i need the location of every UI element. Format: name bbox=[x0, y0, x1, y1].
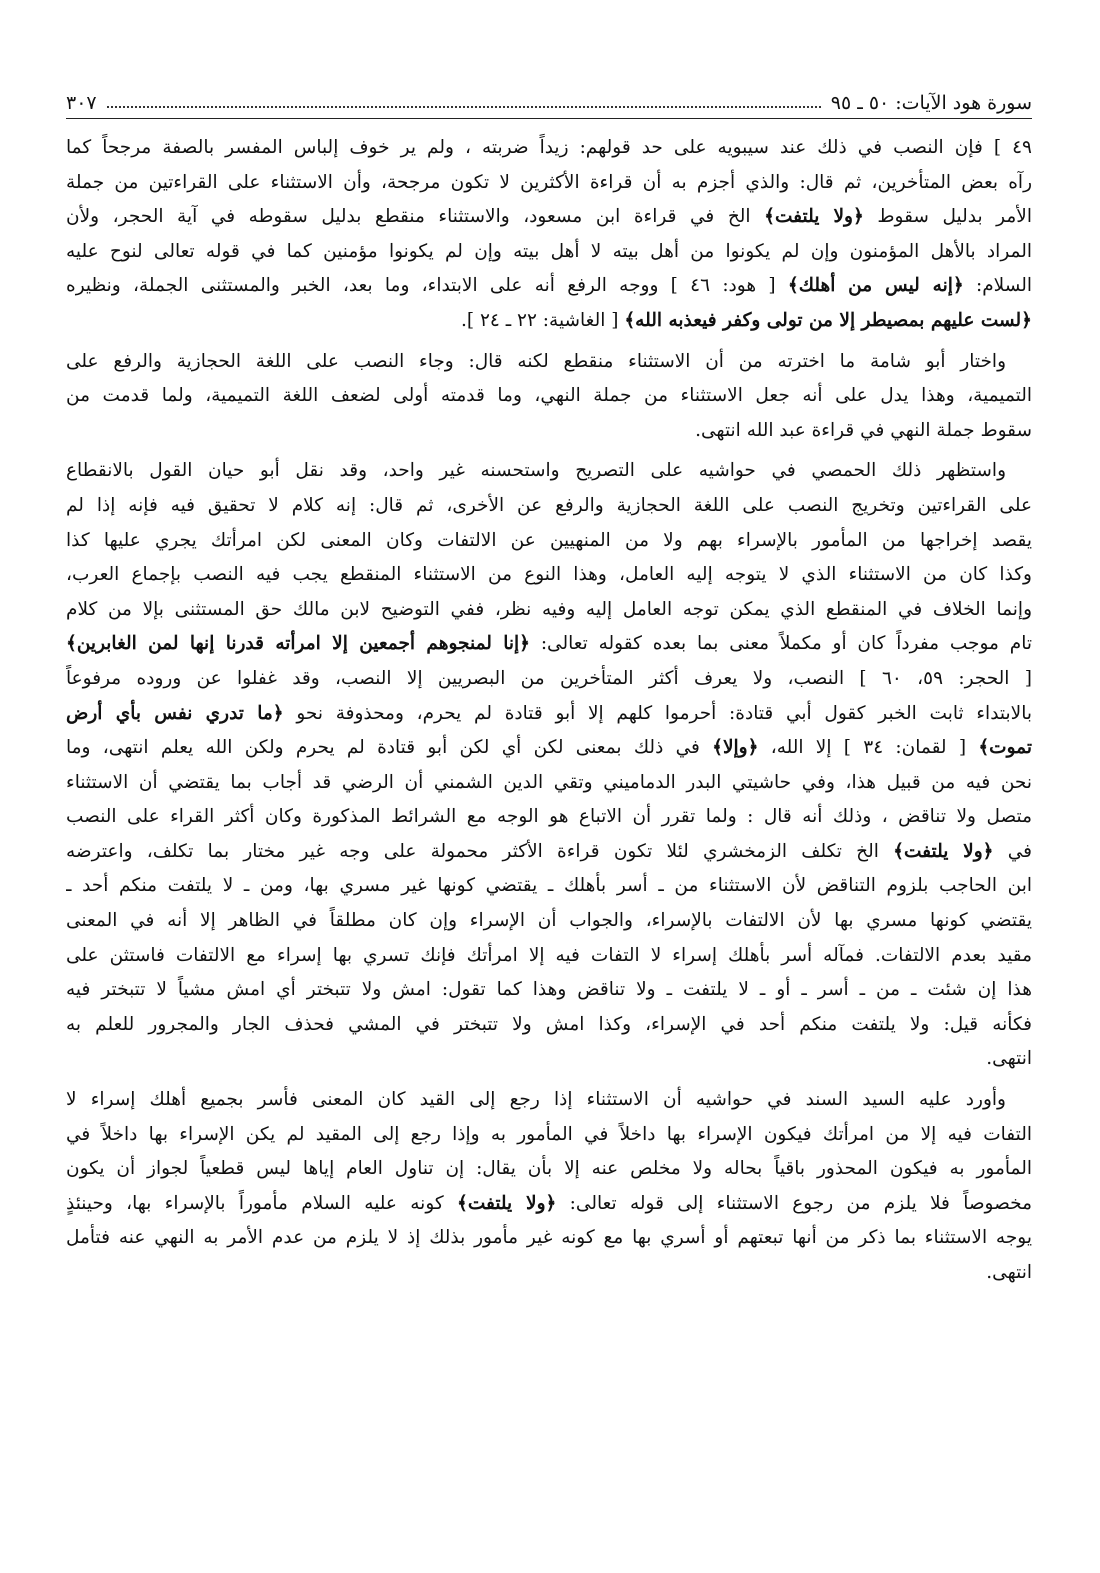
paragraph bbox=[66, 454, 1032, 1077]
text-line: الأمر بدليل سقوط ﴿ولا يلتفت﴾ الخ في قراءة ابن مسعود، والاستثناء منقطع بدليل سقوطه في آية الحجر، ولأن bbox=[66, 206, 1032, 228]
paragraph bbox=[66, 1083, 1032, 1291]
quran-quote: ﴿ولا يلتفت﴾ bbox=[893, 840, 994, 862]
text-line: ٤٩ ] فإن النصب في ذلك عند سيبويه على حد قولهم: زيداً ضربته ، ولم ير خوف إلباس المفسر بالصفة مرجحاً كما bbox=[66, 137, 1032, 158]
text-line: مقيد بعدم الالتفات. فمآله أسر بأهلك إسراء لا التفات فيه إلا امرأتك فإنك تسري بها إسراء مع الالتفات فاستثن على bbox=[66, 944, 1032, 966]
text-line: المراد بالأهل المؤمنون وإن لم يكونوا من أهل بيته لا أهل بيته وإن لم يكونوا مؤمنين كما في قوله تعالى لنوح عليه bbox=[66, 240, 1032, 262]
quran-quote: تموت﴾ bbox=[978, 737, 1032, 759]
text-line: في ﴿ولا يلتفت﴾ الخ تكلف الزمخشري لئلا تكون قراءة الأكثر محمولة على وجه غير مختار بما تكلف، واعترضه bbox=[66, 840, 1032, 862]
page-number: ٣٠٧ bbox=[66, 92, 97, 114]
text-line: ﴿لست عليهم بمصيطر إلا من تولى وكفر فيعذبه الله﴾ [ الغاشية: ٢٢ ـ ٢٤ ]. bbox=[460, 309, 1032, 331]
text-line: يقصد إخراجها من المأمور بالإسراء بهم ولا من المنهيين عن الالتفات وكان المعنى لكن امرأتك يجري عليها كذا bbox=[66, 529, 1032, 551]
quran-quote: ﴿ولا يلتفت﴾ bbox=[764, 206, 864, 228]
text-line: يقتضي كونها مسري بها لأن الالتفات بالإسراء، والجواب أن الإسراء وإن كان مطلقاً في الظاهر إلا أنه في المعنى bbox=[66, 910, 1032, 932]
text-line: تام موجب مفرداً كان أو مكملاً معنى بما بعده كقوله تعالى: ﴿إنا لمنجوهم أجمعين إلا امرأته قدرنا إنها لمن الغابرين﴾ bbox=[66, 633, 1032, 655]
quran-quote: ﴿وإلا﴾ bbox=[712, 737, 759, 759]
paragraph bbox=[66, 345, 1032, 449]
text-line: [ الحجر: ٥٩، ٦٠ ] النصب، ولا يعرف أكثر المتأخرين من البصريين إلا النصب، وقد غفلوا عن وروده مرفوعاً bbox=[66, 667, 1032, 689]
quran-quote: ﴿ما تدري نفس بأي أرض bbox=[66, 702, 284, 724]
text-line: مخصوصاً فلا يلزم من رجوع الاستثناء إلى قوله تعالى: ﴿ولا يلتفت﴾ كونه عليه السلام مأموراً بالإسراء بها، وحينئذٍ bbox=[66, 1192, 1032, 1214]
quran-quote: ﴿ولا يلتفت﴾ bbox=[456, 1192, 557, 1214]
text-line: تموت﴾ [ لقمان: ٣٤ ] إلا الله، ﴿وإلا﴾ في ذلك بمعنى لكن أي لكن أبو قتادة لم يحرم ولكن الله يعلم انتهى، وما bbox=[66, 737, 1032, 759]
text-line: فكأنه قيل: ولا يلتفت منكم أحد في الإسراء، وكذا امش ولا تتبختر في المشي فحذف الجار والمجرور للعلم به bbox=[66, 1013, 1032, 1035]
body-text bbox=[66, 131, 1032, 1291]
text-line: انتهى. bbox=[986, 1048, 1032, 1070]
text-line: وإنما الخلاف في المنقطع الذي يمكن توجه العامل إليه وفيه نظر، ففي التوضيح لابن مالك حق المستثنى بإلا من كلام bbox=[66, 598, 1032, 620]
text-line: انتهى. bbox=[986, 1262, 1032, 1283]
text-line: ابن الحاجب بلزوم التناقض لأن الاستثناء من ـ أسر بأهلك ـ يقتضي كونها غير مسري بها، ومن ـ لا يلتفت منكم أحد ـ bbox=[66, 875, 1032, 897]
text-line: واستظهر ذلك الحمصي في حواشيه على التصريح واستحسنه غير واحد، وقد نقل أبو حيان القول بالانقطاع bbox=[66, 460, 1006, 482]
text-line: هذا إن شئت ـ من ـ أسر ـ أو ـ لا يلتفت ـ ولا تناقض وهذا كما تقول: امش ولا تتبختر أي امش مشياً لا تتبختر فيه bbox=[66, 979, 1032, 1001]
text-line: التميمية، وهذا يدل على أنه جعل الاستثناء من جملة النهي، وما قدمته أولى لضعف اللغة التميمية، ولما قدمت من bbox=[66, 385, 1032, 407]
text-line: على القراءتين وتخريج النصب على اللغة الحجازية والرفع عن الأخرى، ثم قال: إنه كلام لا تحقيق فيه فإنه إذا لم bbox=[66, 494, 1032, 516]
quran-quote: ﴿لست عليهم بمصيطر إلا من تولى وكفر فيعذبه الله﴾ bbox=[624, 309, 1032, 331]
running-header bbox=[66, 84, 1032, 119]
text-line: وأورد عليه السيد السند في حواشيه أن الاستثناء إذا رجع إلى القيد كان المعنى فأسر بجميع أهلك إسراء لا bbox=[66, 1089, 1006, 1111]
text-line: التفات فيه إلا من امرأتك فيكون الإسراء بها داخلاً في المأمور به وإذا رجع إلى المقيد لم يكن الإسراء بها داخلاً في bbox=[66, 1123, 1032, 1145]
quran-quote: ﴿إنه ليس من أهلك﴾ bbox=[787, 275, 964, 297]
text-line: سقوط جملة النهي في قراءة عبد الله انتهى. bbox=[695, 419, 1032, 441]
paragraph bbox=[66, 131, 1032, 339]
text-line: بالابتداء ثابت الخبر كقول أبي قتادة: أحرموا كلهم إلا أبو قتادة لم يحرم، ومحذوفة نحو ﴿ما تدري نفس بأي أرض bbox=[66, 702, 1032, 724]
dot-leader bbox=[107, 106, 821, 108]
text-line: رآه بعض المتأخرين، ثم قال: والذي أجزم به أن قراءة الأكثرين لا تكون مرجحة، وأن الاستثناء على القراءتين من جملة bbox=[66, 171, 1032, 193]
header-title: سورة هود الآيات: ٥٠ ـ ٩٥ bbox=[830, 92, 1032, 114]
quran-quote: ﴿إنا لمنجوهم أجمعين إلا امرأته قدرنا إنها لمن الغابرين﴾ bbox=[66, 633, 531, 655]
text-line: متصل ولا تناقض ، وذلك أنه قال : ولما تقرر أن الاتباع هو الوجه مع الشرائط المذكورة وكان أكثر القراء على النصب bbox=[66, 806, 1032, 828]
text-line: المأمور به فيكون المحذور باقياً بحاله ولا مخلص عنه إلا بأن يقال: إن تناول العام إياها ليس قطعياً لجواز أن يكون bbox=[66, 1158, 1032, 1180]
text-line: وكذا كان من الاستثناء الذي لا يتوجه إليه العامل، وهذا النوع من الاستثناء المنقطع يجب فيه النصب بإجماع العرب، bbox=[66, 564, 1032, 586]
text-line: نحن فيه من قبيل هذا، وفي حاشيتي البدر الدماميني وتقي الدين الشمني أن الرضي قد أجاب بما يقتضي أن الاستثناء bbox=[66, 771, 1032, 793]
text-line: واختار أبو شامة ما اخترته من أن الاستثناء منقطع لكنه قال: وجاء النصب على اللغة الحجازية والرفع على bbox=[66, 350, 1006, 372]
document-page bbox=[66, 84, 1032, 1297]
text-line: السلام: ﴿إنه ليس من أهلك﴾ [ هود: ٤٦ ] ووجه الرفع أنه على الابتداء، وما بعد، الخبر والمستثنى الجملة، ونظيره bbox=[66, 275, 1032, 297]
text-line: يوجه الاستثناء بما ذكر من أنها تبعتهم أو أسري بها مع كونه غير مأمور بذلك إذ لا يلزم من عدم الأمر به النهي عنه فتأمل bbox=[66, 1227, 1032, 1249]
